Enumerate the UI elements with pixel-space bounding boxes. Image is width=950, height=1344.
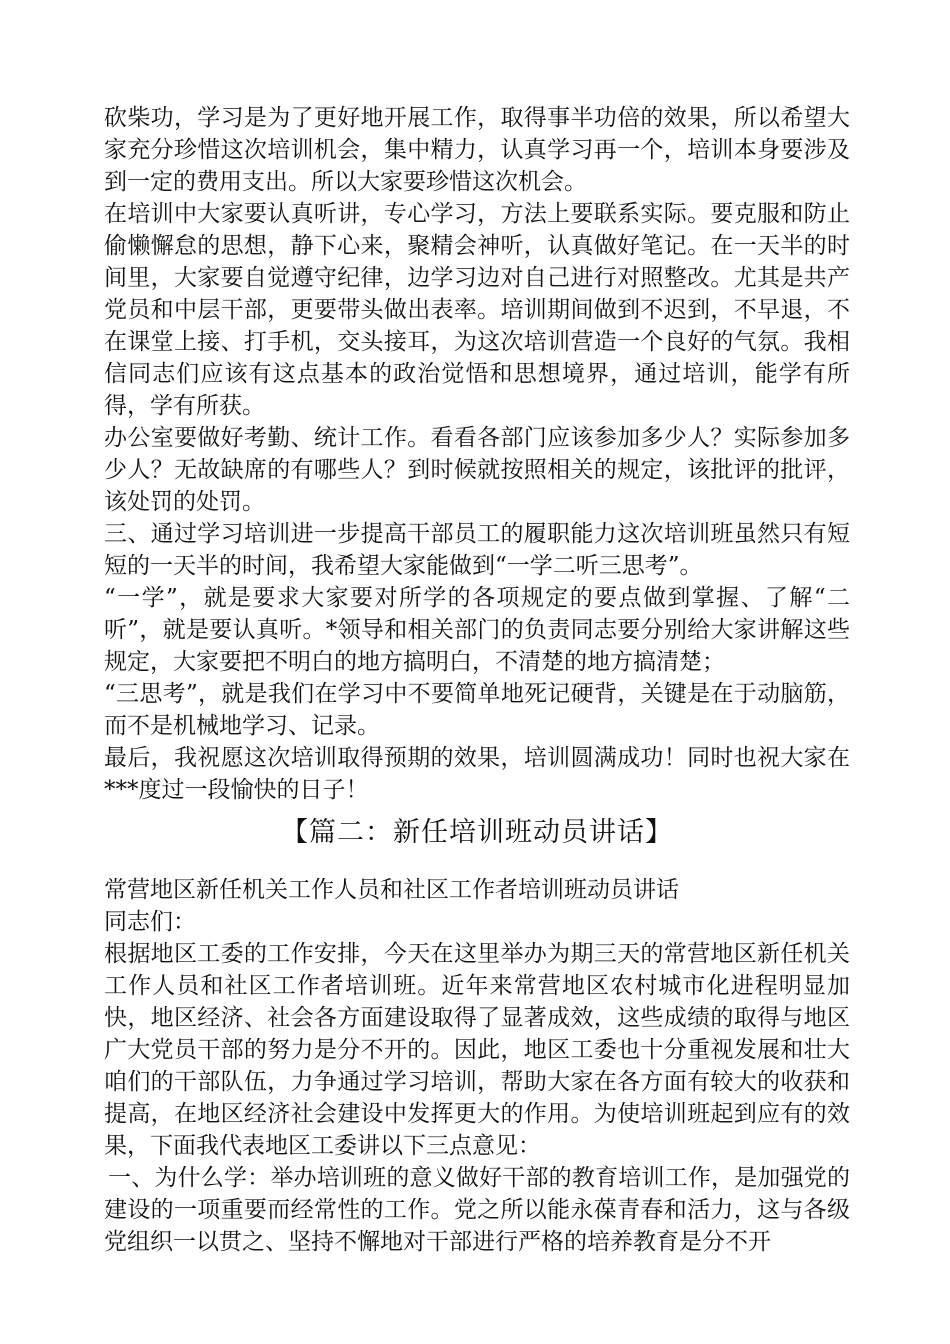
- paragraph: 砍柴功，学习是为了更好地开展工作，取得事半功倍的效果，所以希望大家充分珍惜这次培训机会，集中精力，认真学习再一个，培训本身要涉及到一定的费用支出。所以大家要珍惜这次机会。: [104, 105, 850, 195]
- paragraph: 办公室要做好考勤、统计工作。看看各部门应该参加多少人？实际参加多少人？无故缺席的有哪些人？到时候就按照相关的规定，该批评的批评，该处罚的处罚。: [104, 425, 850, 515]
- paragraph: 根据地区工委的工作安排，今天在这里举办为期三天的常营地区新任机关工作人员和社区工作者培训班。近年来常营地区农村城市化进程明显加快，地区经济、社会各方面建设取得了显著成效，这些成绩的取得与地区广大党员干部的努力是分不开的。因此，地区工委也十分重视发展和壮大咱们的干部队伍，力争通过学习培训，帮助大家在各方面有较大的收获和提高，在地区经济社会建设中发挥更大的作用。为使培训班起到应有的效果，下面我代表地区工委讲以下三点意见：: [104, 941, 850, 1159]
- speech-part-two: [104, 874, 850, 1258]
- speech-part-one: [104, 102, 850, 806]
- paragraph: “一学”，就是要求大家要对所学的各项规定的要点做到掌握、了解“二听”，就是要认真听。*领导和相关部门的负责同志要分别给大家讲解这些规定，大家要把不明白的地方搞明白，不清楚的地方搞清楚；: [104, 585, 850, 675]
- paragraph: 一、为什么学：举办培训班的意义做好干部的教育培训工作，是加强党的建设的一项重要而经常性的工作。党之所以能永葆青春和活力，这与各级党组织一以贯之、坚持不懈地对干部进行严格的培养教育是分不开: [104, 1165, 850, 1255]
- speech-subtitle: 常营地区新任机关工作人员和社区工作者培训班动员讲话: [104, 877, 679, 903]
- section-title: 【篇二：新任培训班动员讲话】: [281, 817, 673, 848]
- paragraph: “三思考”，就是我们在学习中不要简单地死记硬背，关键是在于动脑筋，而不是机械地学习、记录。: [104, 681, 850, 739]
- paragraph: 三、通过学习培训进一步提高干部员工的履职能力这次培训班虽然只有短短的一天半的时间，我希望大家能做到“一学二听三思考”。: [104, 521, 850, 579]
- salutation: 同志们：: [104, 909, 196, 935]
- paragraph: 在培训中大家要认真听讲，专心学习，方法上要联系实际。要克服和防止偷懒懈怠的思想，静下心来，聚精会神听，认真做好笔记。在一天半的时间里，大家要自觉遵守纪律，边学习边对自己进行对照整改。尤其是共产党员和中层干部，更要带头做出表率。培训期间做到不迟到，不早退，不在课堂上接、打手机，交头接耳，为这次培训营造一个良好的气氛。我相信同志们应该有这点基本的政治觉悟和思想境界，通过培训，能学有所得，学有所获。: [104, 201, 850, 419]
- paragraph: 最后，我祝愿这次培训取得预期的效果，培训圆满成功！同时也祝大家在***度过一段愉快的日子！: [104, 745, 850, 803]
